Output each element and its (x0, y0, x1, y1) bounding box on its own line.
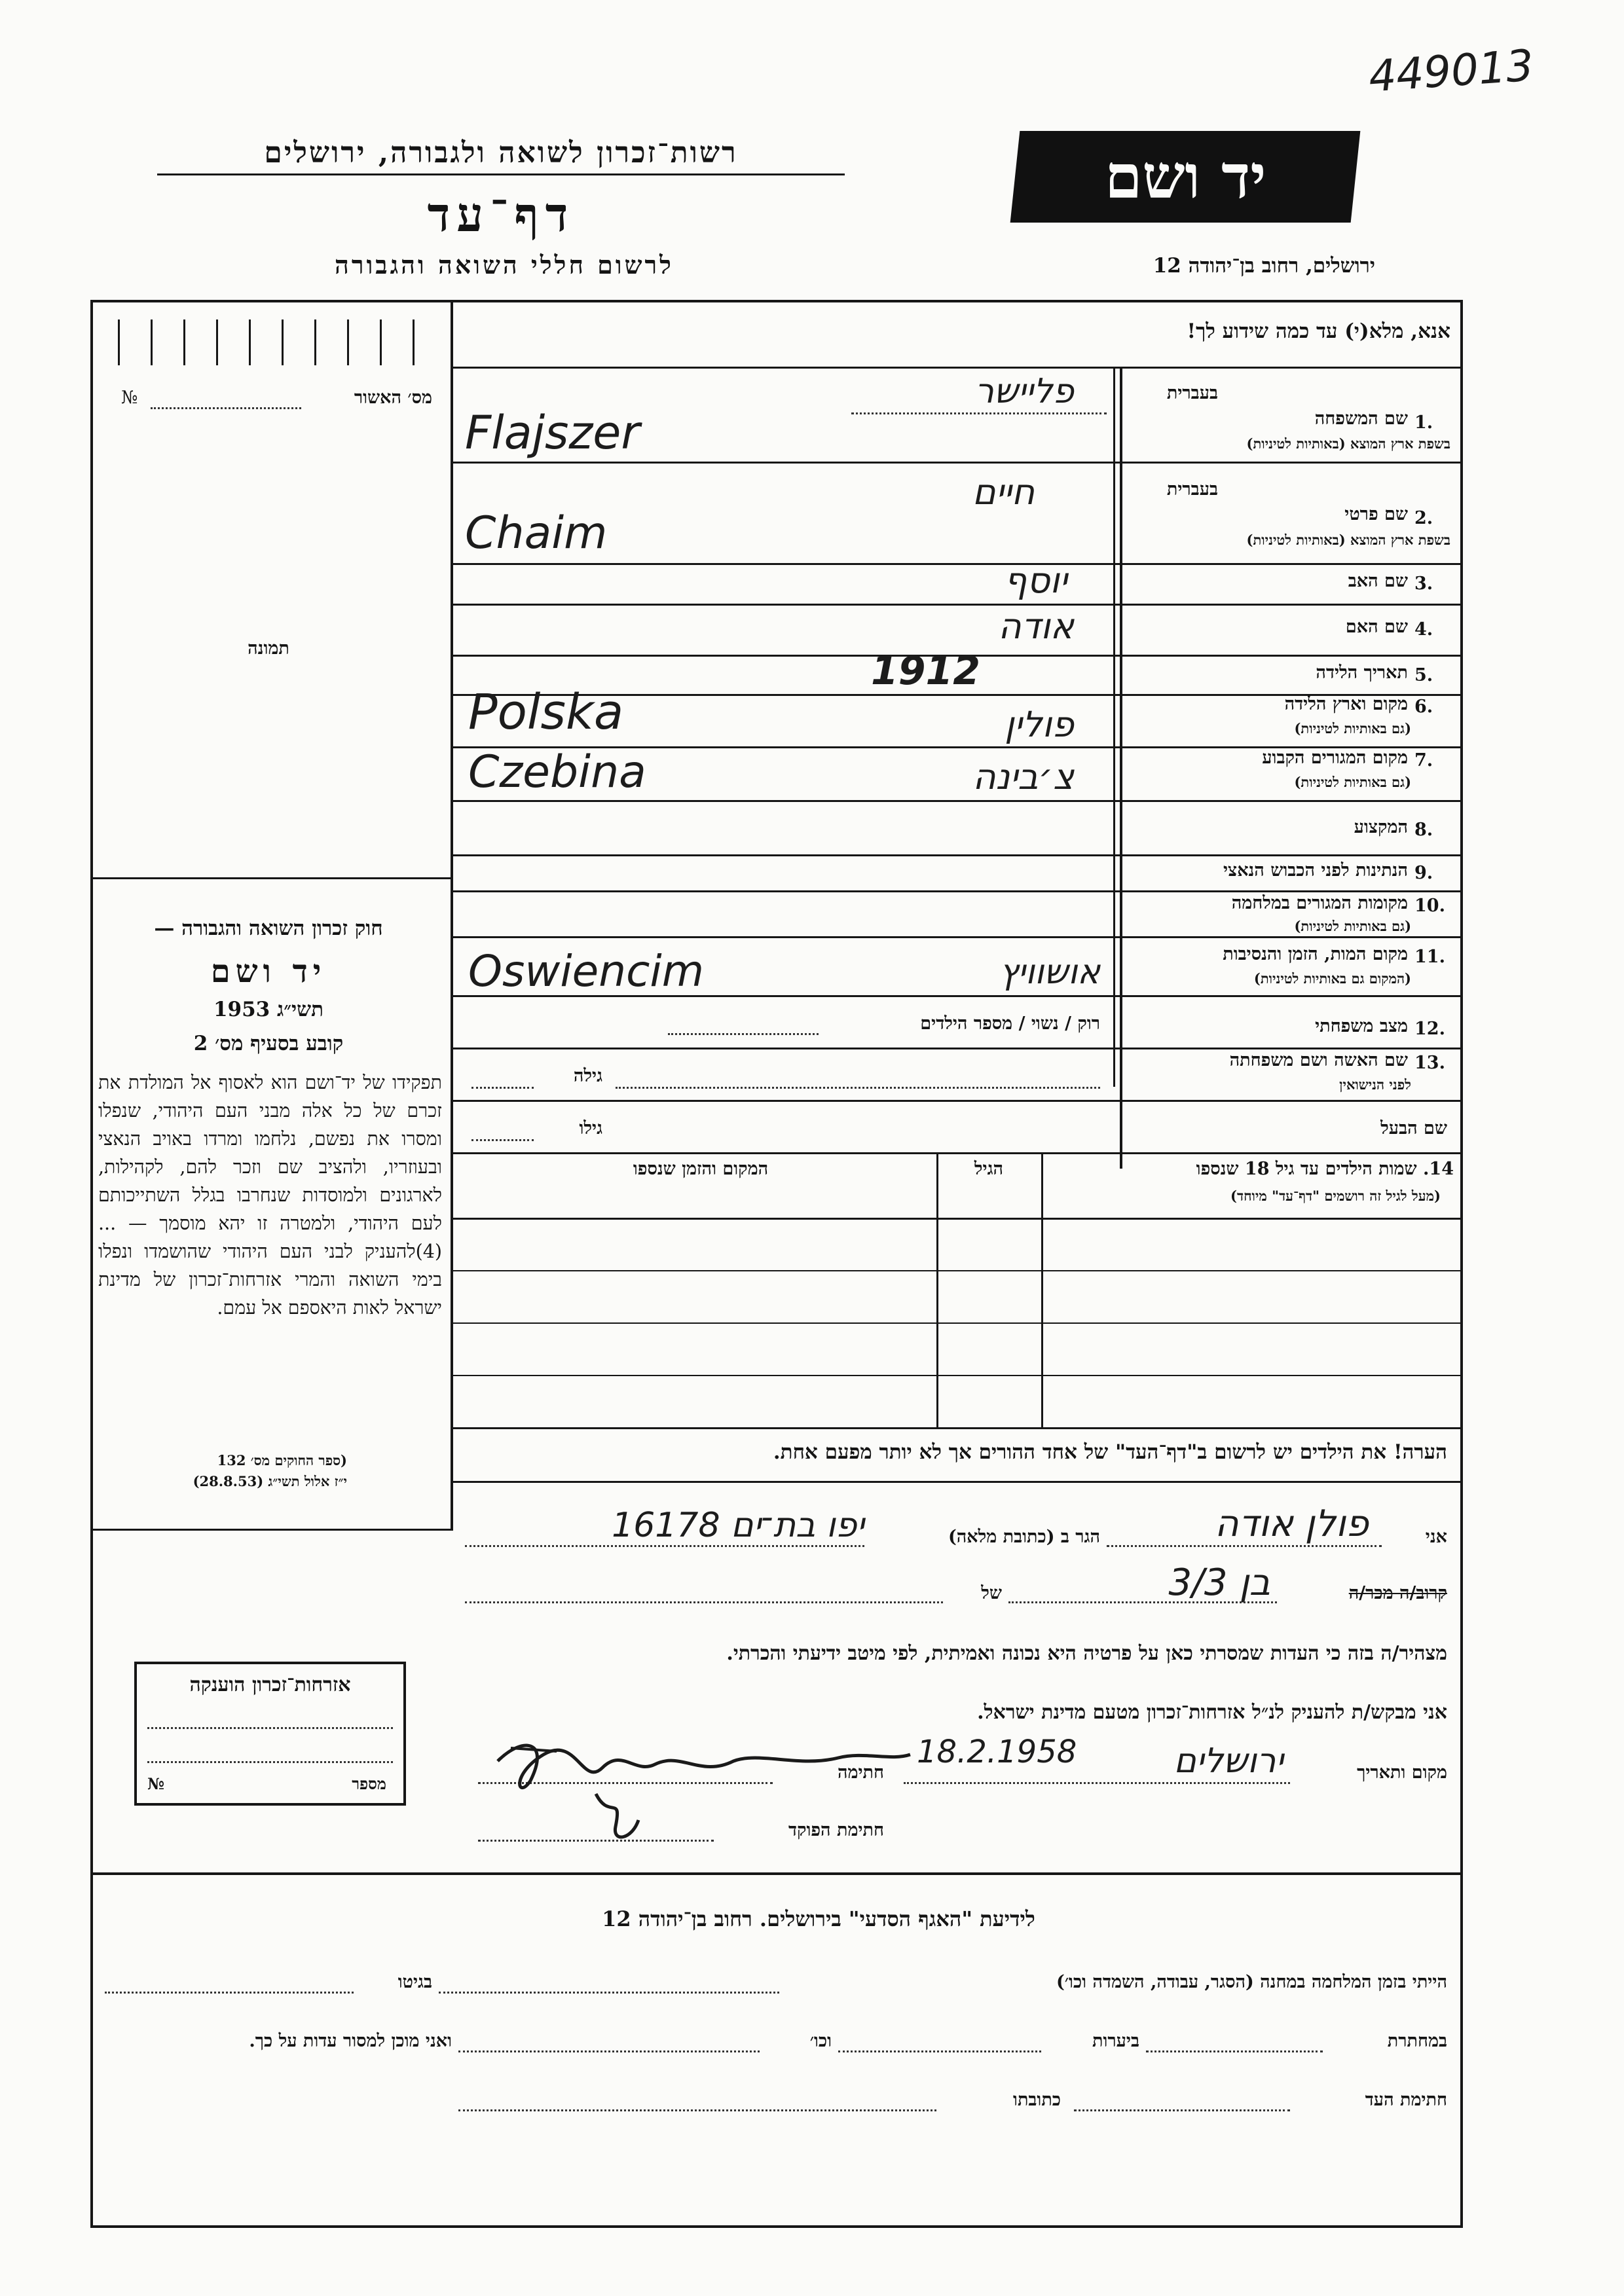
place-date-label: מקום ותאריך (1357, 1762, 1447, 1783)
citizenship-line-1[interactable] (147, 1727, 393, 1729)
bottom-section-top (90, 1872, 1463, 1875)
field-1-label: שם המשפחה (1314, 409, 1408, 429)
reference-number: 449013 (1367, 40, 1536, 102)
law-source: (ספר החוקים מס׳ 132 (217, 1452, 347, 1468)
instruction-underline (452, 367, 1463, 369)
field-7-num: 7. (1414, 750, 1433, 771)
etc-line[interactable] (458, 2050, 760, 2052)
signature-label: חתימה (837, 1762, 884, 1783)
field-10-sub: (גם באותיות לטיניות) (1294, 918, 1411, 934)
field-11-num: 11. (1414, 947, 1445, 967)
law-clause: קובע בסעיף מס׳ 2 (193, 1032, 344, 1055)
field-10-label: מקומות המגורים במלחמה (1231, 893, 1408, 913)
father-name[interactable]: יוסף (1004, 560, 1067, 601)
children-row-line-1 (452, 1270, 1463, 1271)
approval-number-field[interactable] (151, 407, 301, 409)
family-name-hebrew[interactable]: פליישר (974, 372, 1074, 411)
children-row-line-2 (452, 1322, 1463, 1324)
field-6-sub: (גם באותיות לטיניות) (1294, 720, 1411, 737)
bottom-line1: הייתי בזמן המלחמה במחנה (הסגר, עבודה, השמדה וכו׳) (1056, 1972, 1447, 1992)
field-4-num: 4. (1414, 619, 1433, 640)
first-name-latin[interactable]: Chaim (465, 507, 608, 559)
family-name-hebrew-line (851, 412, 1107, 414)
field-9-num: 9. (1414, 863, 1433, 883)
residence-hebrew[interactable]: צ׳בינה (972, 756, 1074, 797)
place-value[interactable]: ירושלים (1173, 1741, 1283, 1781)
photo-label: תמונה (248, 638, 289, 659)
witness-address-line[interactable] (458, 2109, 936, 2111)
children-sub: (מעל לגיל זה רושמים "דף־עד" מיוחד) (1230, 1188, 1441, 1204)
logo-text: יד ושם (1104, 141, 1266, 212)
law-text: תפקידו של יד־ושם הוא לאסוף אל המולדת את זכרם של כל אלה מבני העם היהודי, שנפלו ומסרו את נפשם, נלחמו ומרדו באויב הנאצי ובעוזריו, ולהציב שם וזכר להם, לקהילות, לארגונים ולמוסדות שנחרבו בגלל השתייכותם לעם היהודי, ולמטרה זו יהא מוסמך — ...(4)להעניק לבני העם היהודי שהושמדו ונפלו בימי השואה והמרי אזרחות־זכרון של מדינת ישראל לאות היאספם אל עמם. (98, 1072, 442, 1319)
bottom-underground: במחתרת (1387, 2031, 1447, 2051)
field-11-label: מקום המות, הזמן והנסיבות (1223, 944, 1408, 964)
photo-area-bottom (90, 877, 452, 879)
birth-date[interactable]: 1912 (871, 648, 980, 694)
forests-line[interactable] (838, 2050, 1041, 2052)
field-7-sub: (גם באותיות לטיניות) (1294, 774, 1411, 790)
declaration-of-line[interactable] (465, 1601, 943, 1603)
field-8-label: המקצוע (1354, 817, 1408, 837)
children-col-divider-2 (936, 1152, 938, 1427)
bottom-etc: וכו׳ (809, 2031, 832, 2051)
citizenship-number-label: מספר (352, 1774, 386, 1793)
bottom-testify: ואני מוכן למסור עדות על כך. (249, 2031, 452, 2051)
camp-line[interactable] (439, 1992, 779, 1994)
children-note: הערה! את הילדים יש לרשום ב"דף־העד" של אחד ההורים אך לא יותר מפעם אחת. (773, 1440, 1447, 1464)
org-underline (157, 173, 845, 175)
birthplace-hebrew[interactable]: פולין (1005, 704, 1074, 745)
husband-age-line[interactable] (471, 1139, 534, 1141)
instruction: אנא, מלא(י) עד כמה שידוע לך! (1187, 319, 1450, 343)
family-name-latin[interactable]: Flajszer (465, 406, 640, 460)
children-header-line (452, 1218, 1463, 1220)
field-2-sub: בשפת ארץ המוצא (באותיות לטיניות) (1246, 532, 1450, 548)
death-place-latin[interactable]: Oswiencim (468, 946, 705, 996)
field-13-label: שם האשה ושם משפחתה (1229, 1050, 1408, 1070)
witness-signature-line[interactable] (1074, 2109, 1290, 2111)
value-column-edge (1113, 367, 1115, 1087)
declarant-name-line (1107, 1545, 1382, 1547)
birthplace-latin[interactable]: Polska (468, 684, 624, 740)
field-12-num: 12. (1414, 1019, 1445, 1039)
children-col-divider-1 (1041, 1152, 1043, 1427)
declarant-address[interactable]: יפו בת־ים 16178 (612, 1506, 864, 1545)
row-sep-9 (452, 890, 1463, 892)
row-sep-13 (452, 1100, 1463, 1102)
declaration-statement: מצהיר/ה בזה כי העדות שמסרתי כאן על פרטיה היא נכונה ואמיתית, לפי מיטב ידיעתי והכרתי. (726, 1642, 1447, 1665)
bottom-forests: ביערות (1092, 2031, 1139, 2051)
declarant-relation[interactable]: בן 3/3 (1168, 1561, 1270, 1604)
marital-status-options[interactable]: רוק / נשוי / מספר הילדים (920, 1013, 1100, 1034)
field-3-num: 3. (1414, 574, 1433, 594)
header-address: ירושלים, רחוב בן־יהודה 12 (1153, 254, 1375, 278)
wife-name-line[interactable] (616, 1087, 1100, 1089)
ghetto-line[interactable] (105, 1992, 354, 1994)
field-9-label: הנתינות לפני הכבוש הנאצי (1223, 860, 1408, 881)
organization-name: רשות־זכרון לשואה ולגבורה, ירושלים (264, 136, 738, 170)
approval-no-mark: № (121, 388, 138, 408)
officer-initials (576, 1781, 655, 1859)
field-3-label: שם האב (1348, 571, 1408, 591)
field-12-label: מצב משפחתי (1315, 1016, 1408, 1036)
field-13-num: 13. (1414, 1053, 1445, 1073)
residence-latin[interactable]: Czebina (468, 746, 646, 798)
note-bottom-line (452, 1481, 1463, 1483)
field-5-num: 5. (1414, 665, 1433, 685)
field-10-num: 10. (1414, 896, 1445, 916)
row-sep-14 (452, 1152, 1463, 1154)
first-name-hebrew[interactable]: חיים (972, 471, 1035, 513)
underground-line[interactable] (1146, 2050, 1323, 2052)
declaration-of: של (981, 1583, 1002, 1603)
death-place-hebrew[interactable]: אושוויץ (999, 953, 1100, 992)
husband-age-label: גילו (579, 1118, 602, 1139)
field-1-hebrew-tag: בעברית (1166, 383, 1218, 403)
row-sep-1 (452, 462, 1463, 464)
children-row-line-3 (452, 1375, 1463, 1376)
husband-label: שם הבעל (1380, 1118, 1447, 1139)
left-column-divider (451, 300, 453, 1531)
declaration-relative: קרוב/ה מכר/ה (1348, 1583, 1447, 1603)
citizenship-line-2[interactable] (147, 1761, 393, 1763)
field-5-label: תאריך הלידה (1316, 663, 1408, 683)
law-source-date: י״ז אלול תשי״ג (28.8.53) (193, 1473, 347, 1489)
date-value[interactable]: 18.2.1958 (917, 1734, 1077, 1770)
field-1-sub: בשפת ארץ המוצא (באותיות לטיניות) (1246, 435, 1450, 452)
row-sep-12 (452, 1048, 1463, 1049)
field-1-num: 1. (1414, 412, 1433, 433)
children-col-age: הגיל (974, 1159, 1004, 1179)
bottom-ghetto: בגיטו (397, 1972, 432, 1992)
law-year: תשי״ג 1953 (213, 998, 324, 1021)
declarant-name[interactable]: פולן אודה (1215, 1503, 1369, 1545)
field-2-num: 2. (1414, 508, 1433, 528)
witness-address-label: כתובתו (1013, 2090, 1061, 2110)
declaration-request: אני מבקש/ת להעניק לנ״ל אזרחות־זכרון מטעם מדינת ישראל. (977, 1701, 1447, 1724)
field-8-num: 8. (1414, 820, 1433, 840)
witness-signature-label: חתימת העד (1365, 2090, 1447, 2110)
field-7-label: מקום המגורים הקבוע (1262, 748, 1408, 768)
officer-signature-label: חתימת הפוקד (788, 1820, 884, 1840)
declarant-address-line (465, 1545, 864, 1547)
field-2-label: שם פרטי (1344, 504, 1408, 524)
children-label: 14. שמות הילדים עד גיל 18 שנספו (1196, 1159, 1454, 1179)
field-6-label: מקום וארץ הלידה (1284, 694, 1408, 714)
form-title: דף־עד (427, 187, 575, 242)
row-sep-8 (452, 854, 1463, 856)
left-panel-bottom (90, 1529, 452, 1531)
yad-vashem-logo (1010, 131, 1361, 223)
field-13-sub: לפני הנישואין (1339, 1076, 1411, 1093)
wife-age-line[interactable] (471, 1087, 534, 1089)
row-sep-10 (452, 936, 1463, 938)
wife-age-label: גילה (573, 1066, 602, 1086)
field-4-label: שם האם (1345, 617, 1408, 637)
approval-boxes (118, 319, 432, 365)
children-table-bottom (452, 1427, 1463, 1429)
place-date-line (904, 1782, 1290, 1784)
citizenship-title: אזרחות־זכרון הוענקה (189, 1673, 351, 1696)
declaration-resident: הגר ב (כתובת מלאה) (948, 1527, 1100, 1547)
bottom-title: לידיעת "האגף הסדעי" בירושלים. רחוב בן־יהודה 12 (602, 1906, 1035, 1931)
declaration-ani: אני (1425, 1527, 1447, 1547)
declarant-signature (471, 1715, 917, 1813)
row-sep-7 (452, 800, 1463, 802)
law-title: חוק זכרון השואה והגבורה — (154, 917, 383, 940)
field-11-sub: (המקום גם באותיות לטיניות) (1253, 970, 1411, 987)
mother-name[interactable]: אודה (998, 606, 1074, 647)
approval-number-label: מס׳ האשור (354, 388, 432, 408)
children-col-place: המקום והזמן שנספו (633, 1159, 769, 1179)
children-count-line[interactable] (668, 1033, 819, 1035)
field-6-num: 6. (1414, 697, 1433, 717)
form-subtitle: לרשום חללי השואה והגבורה (335, 250, 674, 280)
law-name: יד ושם (210, 953, 327, 990)
field-2-hebrew-tag: בעברית (1166, 479, 1218, 500)
citizenship-no-mark: № (147, 1774, 165, 1793)
declarant-relation-line (1008, 1601, 1277, 1603)
